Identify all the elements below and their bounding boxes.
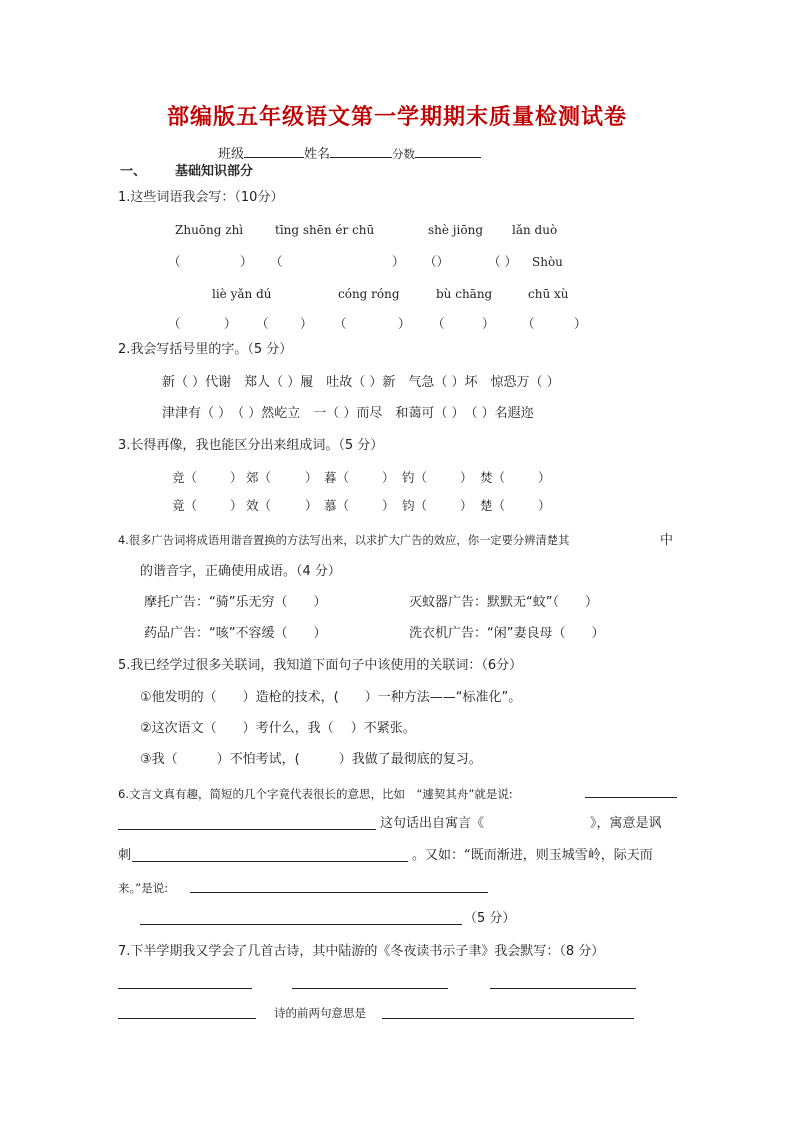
q3-word[interactable]: 竟（ (172, 498, 198, 513)
q4-prompt-2: 的谐音字，正确使用成语。（4 分） (140, 564, 341, 579)
q1-answer-paren[interactable]: （ (522, 316, 535, 331)
q6-line3-end: 。又如：“既而渐进，则玉城雪岭，际天而 (412, 848, 653, 863)
q7-prompt: 7.下半学期我又学会了几首古诗，其中陆游的《冬夜读书示子聿》我会默写：（8 分） (118, 944, 605, 959)
q4-ad-item[interactable]: 灭蚊器广告：默默无“蚊”（ ） (409, 595, 598, 610)
q1-pinyin: Zhuōng zhì (175, 223, 244, 237)
q6-line3-start: 刺 (118, 848, 132, 863)
q6-answer-line[interactable] (140, 924, 462, 925)
q1-pinyin: chū xù (528, 287, 569, 301)
q3-word[interactable]: 效（ (246, 498, 272, 513)
name-blank[interactable] (330, 144, 392, 158)
q1-answer-paren[interactable]: （ (168, 254, 181, 269)
q6-answer-line[interactable] (190, 892, 488, 893)
q2-prompt: 2.我会写括号里的字。（5 分） (118, 342, 293, 357)
q1-answer-paren[interactable]: （） (424, 254, 450, 269)
q3-word[interactable]: ） (230, 470, 243, 485)
student-info-row (218, 144, 481, 163)
q7-answer-line[interactable] (292, 988, 448, 989)
name-label: 姓名 (304, 147, 331, 162)
q3-word[interactable]: ） (538, 470, 551, 485)
q6-line2-text: 这句话出自寓言《 (380, 816, 485, 831)
class-blank[interactable] (244, 144, 304, 158)
q3-word[interactable]: ） (460, 470, 473, 485)
q3-word[interactable]: ） (382, 470, 395, 485)
q1-pinyin: tīng shēn ér chū (275, 223, 375, 237)
q1-answer-paren[interactable]: （ (334, 316, 347, 331)
q6-answer-line[interactable] (585, 797, 677, 798)
q3-word[interactable]: 钧（ (402, 498, 428, 513)
q4-ad-item[interactable]: 药品广告：“咳”不容缓（ ） (144, 626, 327, 641)
q6-prompt: 6.文言文真有趣，简短的几个字竟代表很长的意思，比如 “遽契其舟”就是说: (118, 787, 513, 801)
q1-pinyin: bù chāng (436, 287, 493, 301)
q1-answer-paren[interactable]: ） (392, 254, 405, 269)
q5-item[interactable]: ③我（ ）不怕考试，( ）我做了最彻底的复习。 (140, 752, 482, 767)
q3-word[interactable]: 郊（ (246, 470, 272, 485)
q3-word[interactable]: 钓（ (402, 470, 428, 485)
section-number: 一、 (120, 164, 147, 179)
q1-answer-paren[interactable]: （ ） (488, 254, 517, 269)
q3-word[interactable]: ） (305, 498, 318, 513)
q1-pinyin: Shòu (532, 255, 563, 269)
q4-prompt-end: 中 (660, 533, 674, 548)
q1-prompt: 1.这些词语我会写：（10分） (118, 190, 284, 205)
q1-answer-paren[interactable]: ） (224, 316, 237, 331)
q7-meaning-label: 诗的前两句意思是 (274, 1006, 366, 1020)
class-label: 班级 (218, 147, 245, 162)
q7-answer-line[interactable] (118, 988, 252, 989)
q3-word[interactable]: 楚（ (480, 498, 506, 513)
q1-answer-paren[interactable]: ） (574, 316, 587, 331)
q1-answer-paren[interactable]: ） (398, 316, 411, 331)
q6-answer-line[interactable] (132, 861, 408, 862)
exam-title: 部编版五年级语文第一学期期末质量检测试卷 (166, 105, 627, 130)
q4-ad-item[interactable]: 洗衣机广告：“闲”妻良母（ ） (409, 626, 605, 641)
q7-answer-line[interactable] (490, 988, 636, 989)
q1-answer-paren[interactable]: ） (482, 316, 495, 331)
q3-prompt: 3.长得再像，我也能区分出来组成词。（5 分） (118, 438, 384, 453)
q6-line2-end: 》，寓意是讽 (590, 816, 662, 831)
q6-answer-line[interactable] (118, 829, 376, 830)
section-title: 基础知识部分 (175, 164, 254, 179)
q1-answer-paren[interactable]: （ (270, 254, 283, 269)
q1-pinyin: cóng róng (338, 287, 400, 301)
q3-word[interactable]: ） (230, 498, 243, 513)
q3-word[interactable]: ） (460, 498, 473, 513)
q6-score: （5 分） (464, 911, 516, 926)
score-label: 分数 (392, 147, 416, 161)
q6-line4-start: 来。”是说: (118, 881, 169, 895)
q4-ad-item[interactable]: 摩托广告：“骑”乐无穷（ ） (144, 595, 327, 610)
q1-answer-paren[interactable]: （ (168, 316, 181, 331)
q5-item[interactable]: ①他发明的（ ）造枪的技术，( ）一种方法——“标准化”。 (140, 690, 522, 705)
q3-word[interactable]: 焚（ (480, 470, 506, 485)
q3-word[interactable]: ） (305, 470, 318, 485)
q2-row[interactable]: 津津有（ ） （ ）然屹立 一（ ）而尽 和蔼可（ ） （ ）名遐迩 (162, 406, 534, 421)
q3-word[interactable]: 竞（ (172, 470, 198, 485)
q2-row[interactable]: 新（ ）代谢 郑人（ ）履 吐故（ ）新 气急（ ）坏 惊恐万（ ） (162, 375, 560, 390)
q1-pinyin: lǎn duò (512, 223, 558, 237)
q1-answer-paren[interactable]: ） (240, 254, 253, 269)
q3-word[interactable]: 慕（ (324, 498, 350, 513)
q7-answer-line[interactable] (382, 1018, 634, 1019)
q3-word[interactable]: ） (538, 498, 551, 513)
q5-item[interactable]: ②这次语文（ ）考什么，我（ ）不紧张。 (140, 721, 416, 736)
q1-answer-paren[interactable]: ） (300, 316, 313, 331)
q3-word[interactable]: ） (382, 498, 395, 513)
q1-pinyin: liè yǎn dú (212, 287, 272, 301)
q1-answer-paren[interactable]: （ (256, 316, 269, 331)
q1-answer-paren[interactable]: （ (432, 316, 445, 331)
q7-answer-line[interactable] (118, 1018, 256, 1019)
score-blank[interactable] (415, 144, 481, 158)
q5-prompt: 5.我已经学过很多关联词，我知道下面句子中该使用的关联词：（6分） (118, 658, 523, 673)
q1-pinyin: shè jiōng (428, 223, 483, 237)
q3-word[interactable]: 暮（ (324, 470, 350, 485)
q4-prompt: 4.很多广告词将成语用谐音置换的方法写出来，以求扩大广告的效应，你一定要分辨清楚其 (118, 534, 570, 547)
